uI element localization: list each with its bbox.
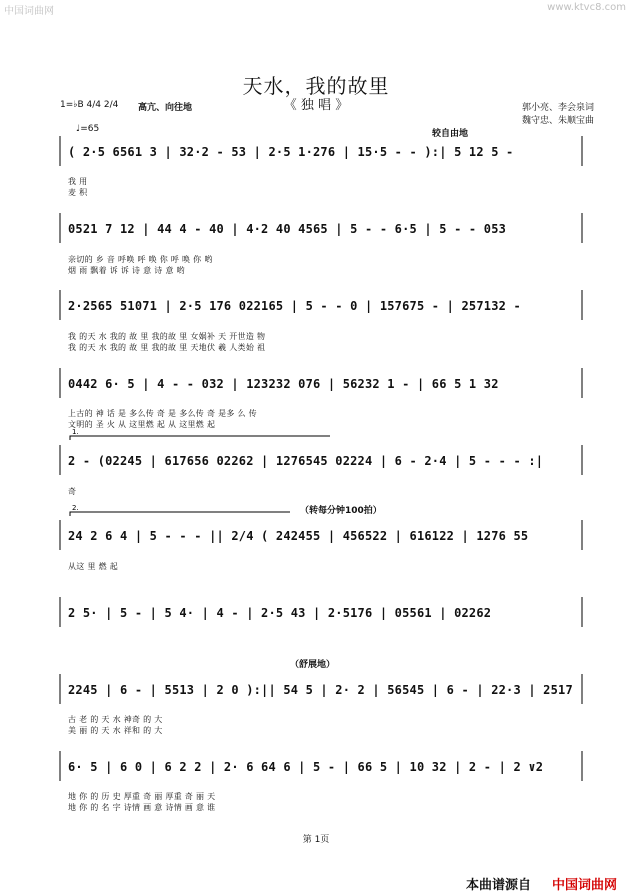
- notation-row-1: ( 2·5 6561 3 | 32·2 - 53 | 2·5 1·276 | 15·5 - - ):| 5 12 5 -: [68, 145, 514, 159]
- style-mark-speed: （转每分钟100拍）: [300, 506, 382, 516]
- lyrics-row-5-verse-1: 奇: [68, 487, 77, 496]
- style-mark-start: 高亢、向往地: [138, 103, 193, 113]
- lyrics-row-9-verse-1: 地 你 的 历 史 厚重 奇 丽 厚重 奇 丽 天: [68, 792, 216, 801]
- key-signature: 1=♭B 4/4 2/4: [60, 100, 119, 110]
- svg-text:2.: 2.: [72, 504, 79, 512]
- composer-credit: 魏守忠、朱顺宝曲: [521, 116, 594, 126]
- volta-2: [70, 512, 290, 516]
- svg-text:1.: 1.: [72, 428, 79, 436]
- notation-row-3: 2·2565 51071 | 2·5 176 022165 | 5 - - 0 | 157675 - | 257132 -: [68, 299, 521, 313]
- style-mark-free: 较自由地: [432, 129, 469, 139]
- notation-row-9: 6· 5 | 6 0 | 6 2 2 | 2· 6 64 6 | 5 - | 66 5 | 10 32 | 2 - | 2 ∨2: [68, 760, 544, 774]
- lyrics-row-1-verse-1: 我 用: [68, 177, 88, 186]
- lyrics-row-2-verse-1: 亲切的 乡 音 呼唤 呼 唤 你 呼 唤 你 哟: [68, 255, 213, 264]
- lyrics-row-4-verse-2: 文明的 圣 火 从 这里燃 起 从 这里燃 起: [68, 420, 216, 429]
- lyrics-row-3-verse-1: 我 的天 水 我的 故 里 我的故 里 女娲补 天 开世造 物: [68, 332, 266, 341]
- lyrics-row-4-verse-1: 上古的 神 话 是 多么传 奇 是 多么传 奇 是多 么 传: [68, 409, 257, 418]
- song-subtitle: 《 独 唱 》: [283, 98, 349, 113]
- lyricist-credit: 郭小亮、李会泉词: [521, 103, 594, 113]
- watermark-left: 中国词曲网: [4, 6, 54, 17]
- lyrics-row-8-verse-2: 美 丽 的 天 水 祥和 的 大: [68, 726, 163, 735]
- lyrics-row-6-verse-1: 从这 里 燃 起: [68, 562, 119, 571]
- notation-row-2: 0521 7 12 | 44 4 - 40 | 4·2 40 4565 | 5 - - 6·5 | 5 - - 053: [68, 222, 507, 236]
- notation-row-6: 24 2 6 4 | 5 - - - || 2/4 ( 242455 | 456522 | 616122 | 1276 55: [68, 529, 529, 543]
- song-title: 天水，我的故里: [242, 74, 390, 98]
- lyrics-row-3-verse-2: 我 的天 水 我的 故 里 我的故 里 天地伏 羲 人类始 祖: [68, 343, 266, 352]
- footer-site-link[interactable]: 中国词曲网: [552, 878, 618, 893]
- lyrics-row-1-verse-2: 麦 积: [68, 188, 88, 197]
- notation-row-5: 2 - (02245 | 617656 02262 | 1276545 02224 | 6 - 2·4 | 5 - - - :|: [68, 454, 544, 468]
- volta-1: [70, 436, 330, 440]
- watermark-right: www.ktvc8.com: [547, 2, 626, 13]
- lyrics-row-9-verse-2: 地 你 的 名 字 诗情 画 意 诗情 画 意 谁: [68, 803, 216, 812]
- style-mark-relaxed: （舒展地）: [290, 660, 336, 670]
- lyrics-row-8-verse-1: 古 老 的 天 水 神奇 的 大: [68, 715, 163, 724]
- tempo-mark: ♩=65: [76, 124, 100, 134]
- notation-row-7: 2 5· | 5 - | 5 4· | 4 - | 2·5 43 | 2·5176 | 05561 | 02262: [68, 606, 492, 620]
- notation-row-4: 0442 6· 5 | 4 - - 032 | 123232 076 | 56232 1 - | 66 5 1 32: [68, 377, 499, 391]
- page-number: 第 1页: [302, 835, 330, 845]
- footer-source-label: 本曲谱源自: [466, 878, 532, 893]
- notation-row-8: 2245 | 6 - | 5513 | 2 0 ):|| 54 5 | 2· 2 | 56545 | 6 - | 22·3 | 2517: [68, 683, 573, 697]
- lyrics-row-2-verse-2: 烟 雨 飘着 诉 诉 诗 意 诗 意 哟: [68, 266, 185, 275]
